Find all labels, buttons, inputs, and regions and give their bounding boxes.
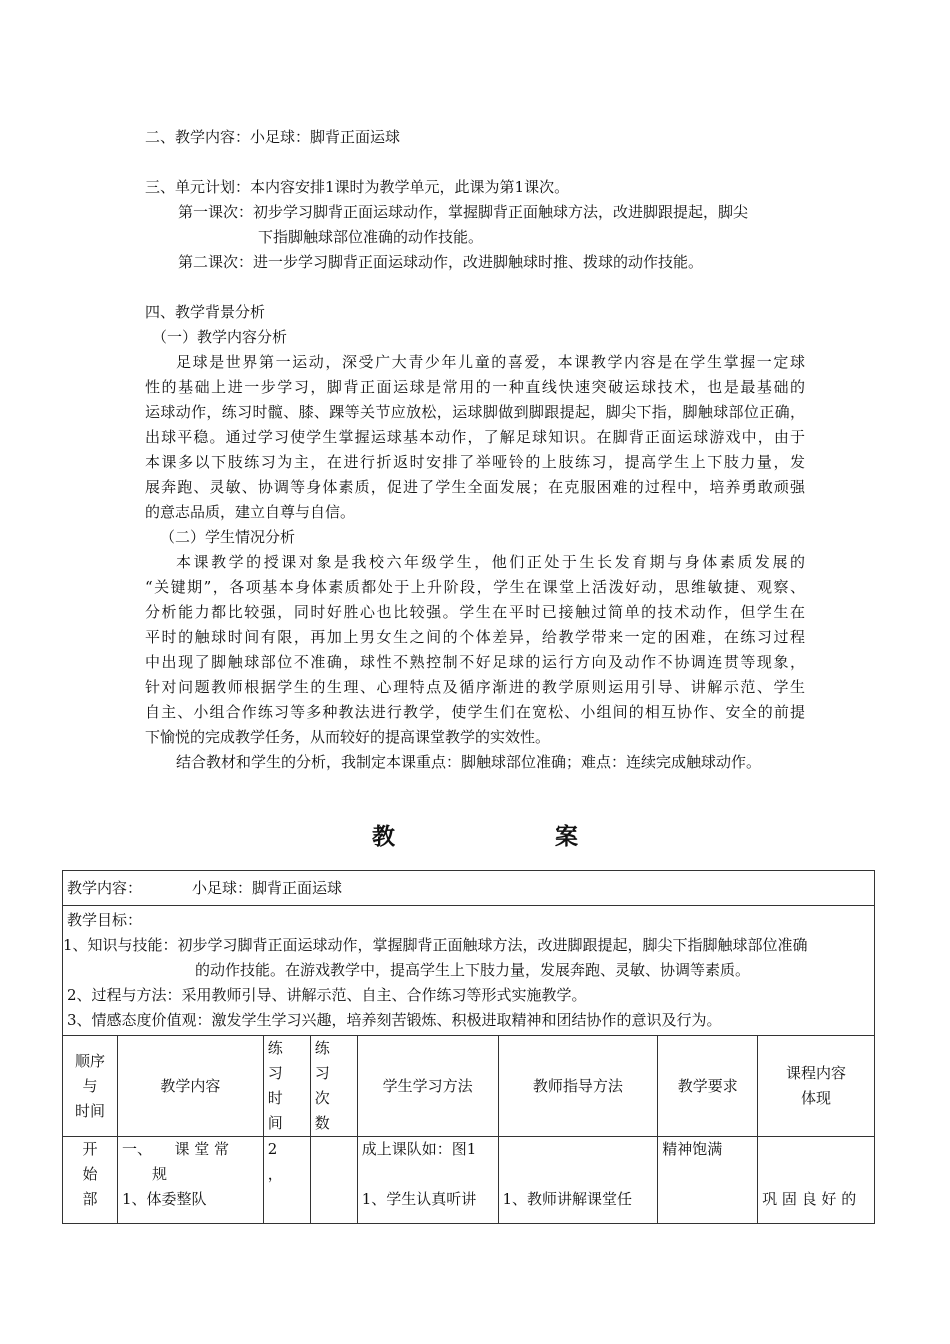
cell-teaching-content: 一、 课 堂 常 规 1、体委整队 (117, 1137, 263, 1224)
cell-teacher-method: 1、教师讲解课堂任 (498, 1137, 658, 1224)
header-teaching-requirement: 教学要求 (658, 1036, 758, 1137)
lesson-1-cont: 下指脚触球部位准确的动作技能。 (258, 228, 484, 246)
header-teaching-content: 教学内容 (117, 1036, 263, 1137)
table-header-row (63, 1036, 875, 1137)
paragraph-line: 下愉悦的完成教学任务，从而较好的提高课堂教学的实效性。 (145, 728, 551, 746)
goal-process: 2、过程与方法：采用教师引导、讲解示范、自主、合作练习等形式实施教学。 (67, 986, 587, 1004)
lesson-2: 第二课次：进一步学习脚背正面运球动作，改进脚触球时推、拨球的动作技能。 (178, 253, 704, 271)
section-content: 二、教学内容：小足球：脚背正面运球 (145, 128, 401, 146)
subsection-content-analysis: （一）教学内容分析 (152, 328, 288, 346)
content-label: 教学内容： (67, 878, 143, 897)
paragraph-line: 运球动作，练习时髋、膝、踝等关节应放松，运球脚做到脚跟提起，脚尖下指，脚触球部位正确， (145, 403, 805, 421)
section-background: 四、教学背景分析 (145, 303, 266, 321)
goal-attitude: 3、情感态度价值观：激发学生学习兴趣，培养刻苦锻炼、积极进取精神和团结协作的意识及行为。 (67, 1011, 722, 1029)
title-char: 案 (555, 823, 578, 850)
header-teacher-method: 教师指导方法 (498, 1036, 658, 1137)
cell-practice-count (310, 1137, 357, 1224)
content-value: 小足球：脚背正面运球 (192, 878, 343, 897)
title-char: 教 (372, 823, 395, 850)
header-sequence-time: 顺序 与 时间 (63, 1036, 118, 1137)
header-student-method: 学生学习方法 (357, 1036, 498, 1137)
header-practice-time: 练 习 时 间 (263, 1036, 310, 1137)
goals-cell (63, 906, 875, 1036)
subsection-student-analysis: （二）学生情况分析 (160, 528, 296, 546)
cell-practice-time: 2 ， (263, 1137, 310, 1224)
paragraph-line: “关键期”，各项基本身体素质都处于上升阶段，学生在课堂上活泼好动，思维敏捷、观察、 (145, 578, 805, 596)
section-unit-plan: 三、单元计划：本内容安排1课时为教学单元，此课为第1课次。 (145, 178, 570, 196)
table-row (63, 1137, 875, 1224)
paragraph-line: 针对问题教师根据学生的生理、心理特点及循序渐进的教学原则运用引导、讲解示范、学生 (145, 678, 805, 696)
lesson-plan-title (0, 818, 950, 851)
paragraph-line: 中出现了脚触球部位不准确，球性不熟控制不好足球的运行方向及动作不协调连贯等现象， (145, 653, 805, 671)
cell-student-method: 成上课队如：图1 1、学生认真听讲 (357, 1137, 498, 1224)
paragraph-line: 出球平稳。通过学习使学生掌握运球基本动作，了解足球知识。在脚背正面运球游戏中，由于 (145, 428, 805, 446)
content-row (63, 871, 875, 906)
header-curriculum-reflection: 课程内容 体现 (758, 1036, 875, 1137)
paragraph-line: 平时的触球时间有限，再加上男女生之间的个体差异，给教学带来一定的困难，在练习过程 (145, 628, 805, 646)
paragraph-line: 本课教学的授课对象是我校六年级学生，他们正处于生长发育期与身体素质发展的 (176, 553, 805, 571)
goal-knowledge: 1、知识与技能：初步学习脚背正面运球动作，掌握脚背正面触球方法，改进脚跟提起，脚尖下指脚触球部位准确 (63, 936, 808, 954)
paragraph-line: 足球是世界第一运动，深受广大青少年儿童的喜爱，本课教学内容是在学生掌握一定球 (176, 353, 805, 371)
header-practice-count: 练 习 次 数 (310, 1036, 357, 1137)
paragraph-line: 自主、小组合作练习等多种教法进行教学，使学生们在宽松、小组间的相互协作、安全的前提 (145, 703, 805, 721)
paragraph-line: 本课多以下肢练习为主，在进行折返时安排了举哑铃的上肢练习，提高学生上下肢力量，发 (145, 453, 805, 471)
lesson-plan-table (62, 870, 875, 1224)
key-points: 结合教材和学生的分析，我制定本课重点：脚触球部位准确；难点：连续完成触球动作。 (176, 753, 762, 771)
paragraph-line: 的意志品质，建立自尊与自信。 (145, 503, 356, 521)
lesson-1: 第一课次：初步学习脚背正面运球动作，掌握脚背正面触球方法，改进脚跟提起，脚尖 (178, 203, 749, 221)
paragraph-line: 展奔跑、灵敏、协调等身体素质，促进了学生全面发展；在克服困难的过程中，培养勇敢顽强 (145, 478, 805, 496)
paragraph-line: 性的基础上进一步学习，脚背正面运球是常用的一种直线快速突破运球技术，也是最基础的 (145, 378, 805, 396)
cell-teaching-requirement: 精神饱满 (658, 1137, 758, 1224)
paragraph-line: 分析能力都比较强，同时好胜心也比较强。学生在平时已接触过简单的技术动作，但学生在 (145, 603, 805, 621)
cell-curriculum-reflection: 巩 固 良 好 的 (758, 1137, 875, 1224)
cell-sequence-time: 开 始 部 (63, 1137, 118, 1224)
goal-knowledge-cont: 的动作技能。在游戏教学中，提高学生上下肢力量，发展奔跑、灵敏、协调等素质。 (195, 961, 751, 979)
goals-label: 教学目标： (67, 911, 143, 929)
